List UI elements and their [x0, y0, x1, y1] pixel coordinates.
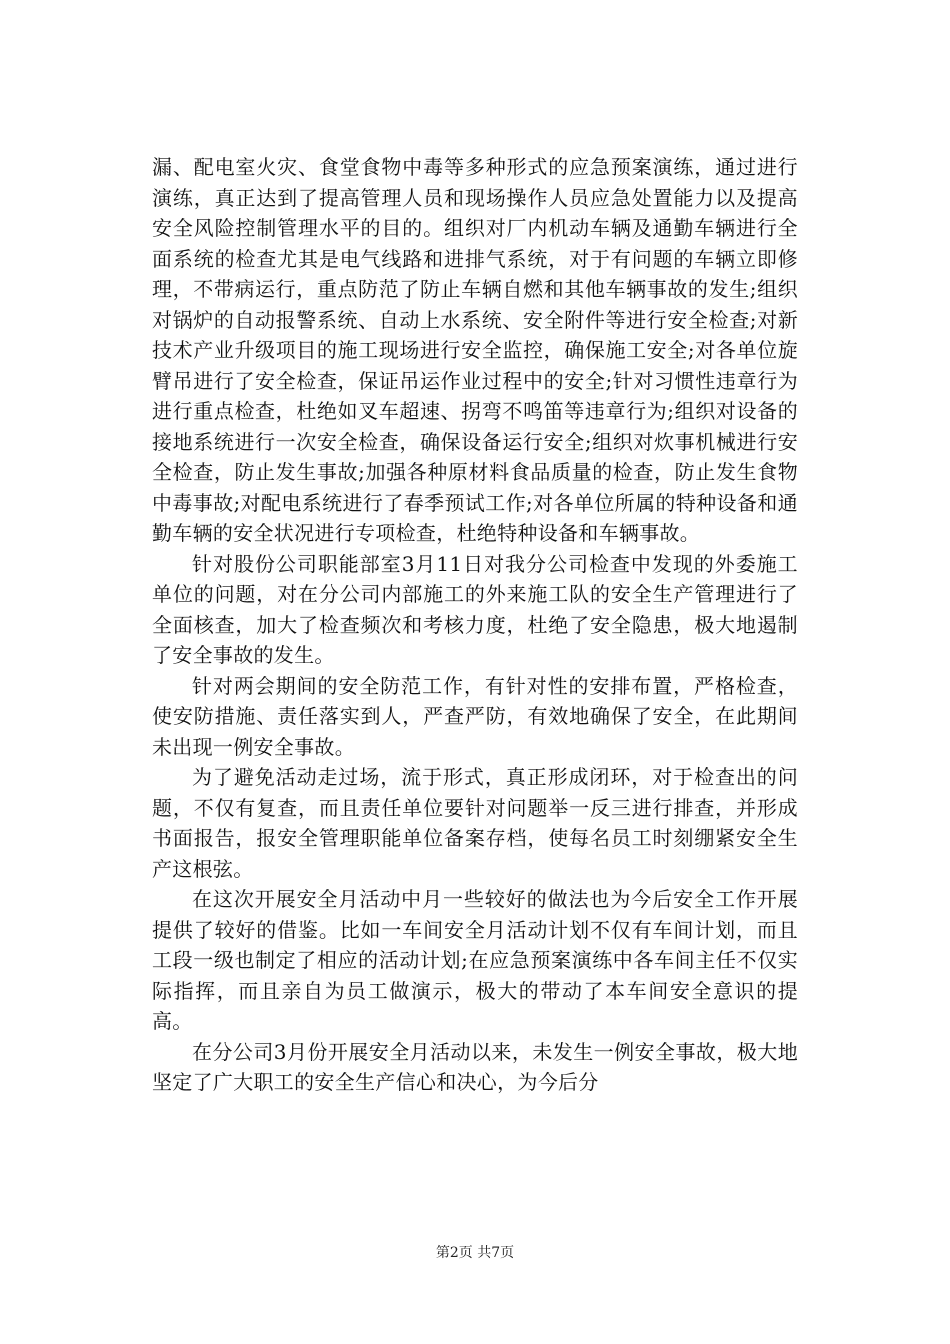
- paragraph: 针对两会期间的安全防范工作，有针对性的安排布置，严格检查，使安防措施、责任落实到人，严查严防，有效地确保了安全，在此期间未出现一例安全事故。: [152, 673, 798, 759]
- paragraph: 在分公司3月份开展安全月活动以来，未发生一例安全事故，极大地坚定了广大职工的安全生产信心和决心，为今后分: [152, 1039, 798, 1094]
- paragraph: 针对股份公司职能部室3月11日对我分公司检查中发现的外委施工单位的问题，对在分公司内部施工的外来施工队的安全生产管理进行了全面核查，加大了检查频次和考核力度，杜绝了安全隐患，极大地遏制了安全事故的发生。: [152, 551, 798, 667]
- page-number: 第2页 共7页: [435, 1245, 515, 1261]
- document-body: [152, 152, 798, 1098]
- paragraph-continued: 漏、配电室火灾、食堂食物中毒等多种形式的应急预案演练，通过进行演练，真正达到了提高管理人员和现场操作人员应急处置能力以及提高安全风险控制管理水平的目的。组织对厂内机动车辆及通勤车辆进行全面系统的检查尤其是电气线路和进排气系统，对于有问题的车辆立即修理，不带病运行，重点防范了防止车辆自燃和其他车辆事故的发生;组织对锅炉的自动报警系统、自动上水系统、安全附件等进行安全检查;对新技术产业升级项目的施工现场进行安全监控，确保施工安全;对各单位旋臂吊进行了安全检查，保证吊运作业过程中的安全;针对习惯性违章行为进行重点检查，杜绝如叉车超速、拐弯不鸣笛等违章行为;组织对设备的接地系统进行一次安全检查，确保设备运行安全;组织对炊事机械进行安全检查，防止发生事故;加强各种原材料食品质量的检查，防止发生食物中毒事故;对配电系统进行了春季预试工作;对各单位所属的特种设备和通勤车辆的安全状况进行专项检查，杜绝特种设备和车辆事故。: [152, 155, 798, 545]
- page-footer: [0, 1242, 950, 1262]
- paragraph: 为了避免活动走过场，流于形式，真正形成闭环，对于检查出的问题，不仅有复查，而且责任单位要针对问题举一反三进行排查，并形成书面报告，报安全管理职能单位备案存档，使每名员工时刻绷紧安全生产这根弦。: [152, 765, 798, 881]
- paragraph: 在这次开展安全月活动中月一些较好的做法也为今后安全工作开展提供了较好的借鉴。比如一车间安全月活动计划不仅有车间计划，而且工段一级也制定了相应的活动计划;在应急预案演练中各车间主任不仅实际指挥，而且亲自为员工做演示，极大的带动了本车间安全意识的提高。: [152, 887, 798, 1033]
